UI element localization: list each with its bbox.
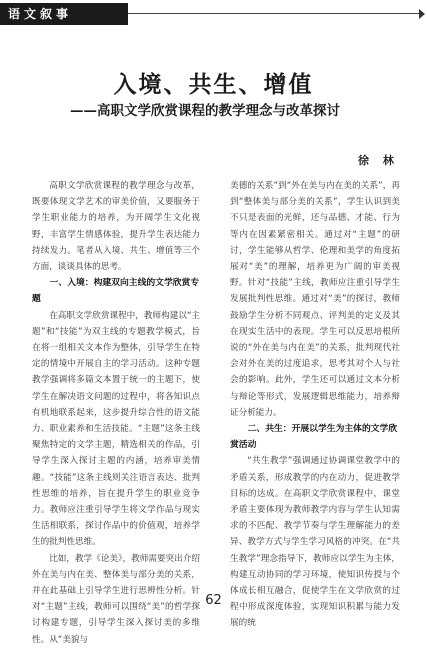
intro-paragraph: 高职文学欣赏课程的教学理念与改革，既要体现文学艺术的审美价值，又要服务于学生职业能力的培养，为开阔学生文化视野，丰富学生情感体验，提升学生表达能力持续发力。笔者从入境、共生、增值等三个方面，谈谈具体的思考。 bbox=[32, 181, 200, 273]
article-author: 徐 林 bbox=[358, 154, 399, 167]
body-paragraph: 比如，教学《论美》，教师需要突出介绍外在美与内在美、整体美与部分美的关系，并在此基础上引导学生进行思辨性分析。针对“主题”主线，教师可以围绕“美”的哲学探讨构建专题，引导学生深入探讨美的多维性。从“美貌与 bbox=[32, 553, 200, 645]
section-label: 语文叙事 bbox=[8, 7, 73, 21]
body-paragraph: 在高职文学欣赏课程中，教师构建以“主题”和“技能”为双主线的专题教学模式，旨在将一组相关文本作为整体，引导学生在特定的情境中开展自主的学习活动。这种专题教学强调将多篇文本置于统一的主题下，使学生在解决语文问题的过程中，将各知识点有机地联系起来，这步提升综合性的语文能力、职业素养和生活技能。“主题”这条主线聚焦特定的文学主题，精选相关的作品，引导学生深入探讨主题的内涵，培养审美情趣。“技能”这条主线则关注语言表达、批判性思维的培养，旨在提升学生的职业竞争力。教师应注重引导学生将文学作品与现实生活相联系，探讨作品中的价值观，培养学生的批判性思维。 bbox=[32, 310, 200, 548]
body-paragraph: “共生教学”强调通过协调课堂教学中的矛盾关系，形成教学的内在动力，促进教学目标的达成。在高职文学欣赏课程中，课堂矛盾主要体现为教师教学内容与学生认知需求的不匹配、教学节奏与学生理解能力的差异、教学方式与学生学习风格的冲突。在“共生教学”理念指导下，教师应以学生为主体，构建互动协同的学习环境，使知识传授与个体成长相互融合，促使学生在文学欣赏的过程中形成深度体验，实现知识积累与能力发展的统 bbox=[230, 456, 400, 629]
page-number: 62 bbox=[205, 593, 222, 608]
right-column bbox=[230, 178, 400, 632]
section-heading-2: 二、共生：开展以学生为主体的文学欣赏活动 bbox=[230, 424, 398, 451]
body-paragraph: 美德的关系”到“外在美与内在美的关系”，再到“整体美与部分美的关系”，学生认识到美不只是表面的光鲜，还与品德、才能、行为等内在因素紧密相关。通过对“主题”的研讨，学生能够从哲学、伦理和美学的角度拓展对“美”的理解，培养更为广阔的审美视野。针对“技能”主线，教师应注重引导学生发展批判性思维。通过对“美”的探讨，教师鼓励学生分析不同观点、评判美的定义及其在现实生活中的表现。学生可以反思培根所说的“外在美与内在美”的关系，批判现代社会对外在美的过度追求，思考其对个人与社会的影响。此外，学生还可以通过文本分析与辩论等形式，发展逻辑思维能力，培养辩证分析能力。 bbox=[230, 181, 400, 418]
article-title: 入境、共生、增值 bbox=[113, 71, 314, 98]
section-header bbox=[0, 0, 427, 28]
header-arrow-icon bbox=[419, 9, 425, 19]
header-rule bbox=[128, 13, 421, 14]
article-subtitle: ——高职文学欣赏课程的教学理念与改革探讨 bbox=[70, 103, 340, 119]
left-column bbox=[32, 178, 200, 648]
section-heading-1: 一、入境：构建双向主线的文学欣赏专题 bbox=[32, 278, 200, 305]
